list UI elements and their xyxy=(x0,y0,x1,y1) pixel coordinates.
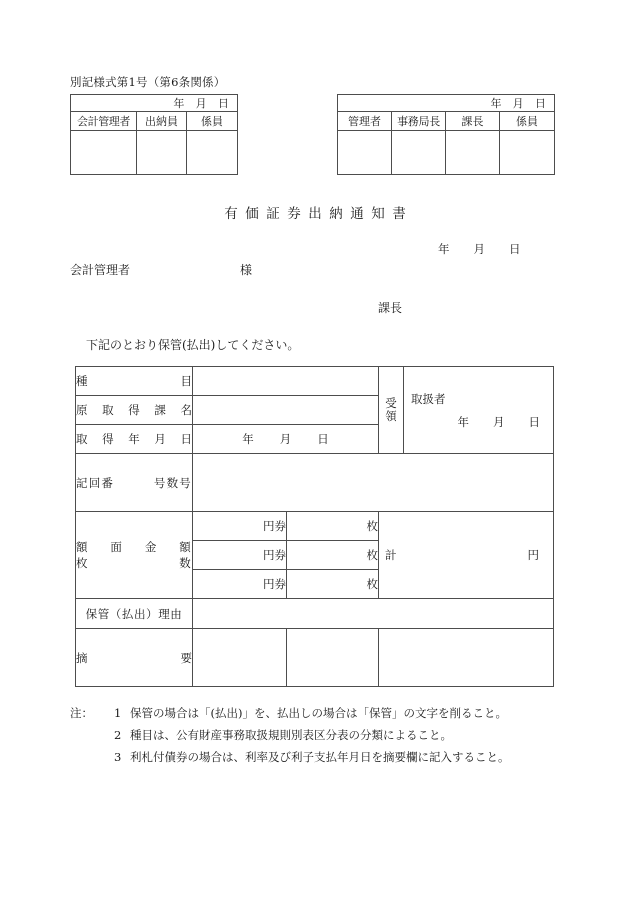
stamp-right-cell-section-chief[interactable] xyxy=(446,131,500,175)
label-face-value-line2: 枚数 xyxy=(76,556,192,570)
lead-instruction: 下記のとおり保管(払出)してください。 xyxy=(86,338,300,352)
sheets-unit-2[interactable]: 枚 xyxy=(287,541,379,570)
value-origin-dept[interactable] xyxy=(193,396,379,425)
table-row-type xyxy=(76,367,554,396)
sheets-unit-1[interactable]: 枚 xyxy=(287,512,379,541)
stamp-right-header-clerk: 係員 xyxy=(500,112,555,131)
value-reason[interactable] xyxy=(193,599,554,629)
table-row-reason xyxy=(76,599,554,629)
table-row xyxy=(71,131,238,175)
label-receipt-char1: 受 xyxy=(385,396,397,411)
value-remarks-1[interactable] xyxy=(193,629,287,687)
notes-block xyxy=(70,705,590,771)
addressee-name: 会計管理者 xyxy=(70,263,131,277)
table-row xyxy=(71,95,238,112)
page-title: 有価証券出納通知書 xyxy=(224,206,414,222)
table-row xyxy=(338,95,555,112)
label-number: 記 号 回 数 番 号 xyxy=(76,454,193,512)
date-month-label: 月 xyxy=(195,97,207,110)
denomination-unit-1[interactable]: 円券 xyxy=(193,512,287,541)
stamp-left-header-clerk: 係員 xyxy=(187,112,238,131)
receipt-date-day-label: 日 xyxy=(528,415,540,429)
denomination-unit-2[interactable]: 円券 xyxy=(193,541,287,570)
note-number-2: 2 xyxy=(114,728,122,742)
acq-date-month-label: 月 xyxy=(279,432,292,446)
stamp-right-header-manager: 管理者 xyxy=(338,112,392,131)
issue-date-line xyxy=(438,241,521,257)
addressee-line xyxy=(70,261,252,278)
stamp-right-header-section-chief: 課長 xyxy=(446,112,500,131)
note-number-1: 1 xyxy=(114,706,122,720)
note-item xyxy=(70,705,590,721)
issue-date-year-label: 年 xyxy=(438,242,450,256)
form-number: 別記様式第1号（第6条関係） xyxy=(70,75,226,89)
label-handler: 取扱者 xyxy=(411,392,446,406)
table-row-denomination-1 xyxy=(76,512,554,541)
issue-date-month-label: 月 xyxy=(473,242,485,256)
note-number-3: 3 xyxy=(114,750,122,764)
issuer-title: 課長 xyxy=(378,301,403,315)
stamp-left-cell-clerk[interactable] xyxy=(187,131,238,175)
receipt-date-year-label: 年 xyxy=(457,415,469,429)
stamp-right-date-row xyxy=(338,95,555,112)
label-reason: 保管（払出）理由 xyxy=(76,599,193,629)
value-acq-date[interactable] xyxy=(193,425,379,454)
note-item xyxy=(70,727,590,743)
date-year-label: 年 xyxy=(490,97,502,110)
table-row xyxy=(338,112,555,131)
stamp-left-header-cashier: 出納員 xyxy=(137,112,187,131)
label-type: 種目 xyxy=(76,367,193,396)
receipt-block[interactable] xyxy=(404,367,554,454)
stamp-right-cell-secretariat-chief[interactable] xyxy=(392,131,446,175)
table-row-number xyxy=(76,454,554,512)
receipt-date-line xyxy=(458,414,541,430)
date-year-label: 年 xyxy=(173,97,185,110)
value-remarks-3[interactable] xyxy=(379,629,554,687)
note-item xyxy=(70,749,590,765)
addressee-honorific: 様 xyxy=(240,263,253,277)
stamp-right-header-secretariat-chief: 事務局長 xyxy=(392,112,446,131)
total-block[interactable] xyxy=(379,512,554,599)
note-text-1: 保管の場合は「(払出)」を、払出しの場合は「保管」の文字を削ること。 xyxy=(130,706,507,720)
label-total-unit: 円 xyxy=(527,548,539,562)
note-text-3: 利札付債券の場合は、利率及び利子支払年月日を摘要欄に記入すること。 xyxy=(130,750,510,764)
label-total: 計 xyxy=(385,548,397,562)
label-receipt-char2: 領 xyxy=(385,409,397,423)
label-receipt xyxy=(379,367,404,454)
table-row-remarks xyxy=(76,629,554,687)
date-day-label: 日 xyxy=(217,97,230,110)
issue-date-day-label: 日 xyxy=(509,242,521,256)
stamp-table-accounting xyxy=(70,94,238,175)
stamp-left-cell-cashier[interactable] xyxy=(137,131,187,175)
stamp-left-header-accounting-manager: 会計管理者 xyxy=(71,112,137,131)
notes-lead: 注： xyxy=(70,706,93,720)
stamp-left-cell-accounting-manager[interactable] xyxy=(71,131,137,175)
stamp-right-cell-manager[interactable] xyxy=(338,131,392,175)
label-origin-dept: 原取得課名 xyxy=(76,396,193,425)
label-acq-date: 取得年月日 xyxy=(76,425,193,454)
date-month-label: 月 xyxy=(512,97,524,110)
label-face-value xyxy=(76,512,193,599)
receipt-date-month-label: 月 xyxy=(493,415,505,429)
acq-date-year-label: 年 xyxy=(242,432,254,446)
value-remarks-2[interactable] xyxy=(287,629,379,687)
denomination-unit-3[interactable]: 円券 xyxy=(193,570,287,599)
date-day-label: 日 xyxy=(534,97,547,110)
sheets-unit-3[interactable]: 枚 xyxy=(287,570,379,599)
securities-detail-table xyxy=(75,366,554,687)
stamp-right-cell-clerk[interactable] xyxy=(500,131,555,175)
label-remarks: 摘要 xyxy=(76,629,193,687)
value-number[interactable] xyxy=(193,454,554,512)
acq-date-day-label: 日 xyxy=(317,432,329,446)
table-row xyxy=(338,131,555,175)
stamp-table-management xyxy=(337,94,555,175)
table-row xyxy=(71,112,238,131)
value-type[interactable] xyxy=(193,367,379,396)
stamp-left-date-row xyxy=(71,95,238,112)
label-face-value-line1: 額面金額 xyxy=(76,540,192,554)
note-text-2: 種目は、公有財産事務取扱規則別表区分表の分類によること。 xyxy=(130,728,452,742)
